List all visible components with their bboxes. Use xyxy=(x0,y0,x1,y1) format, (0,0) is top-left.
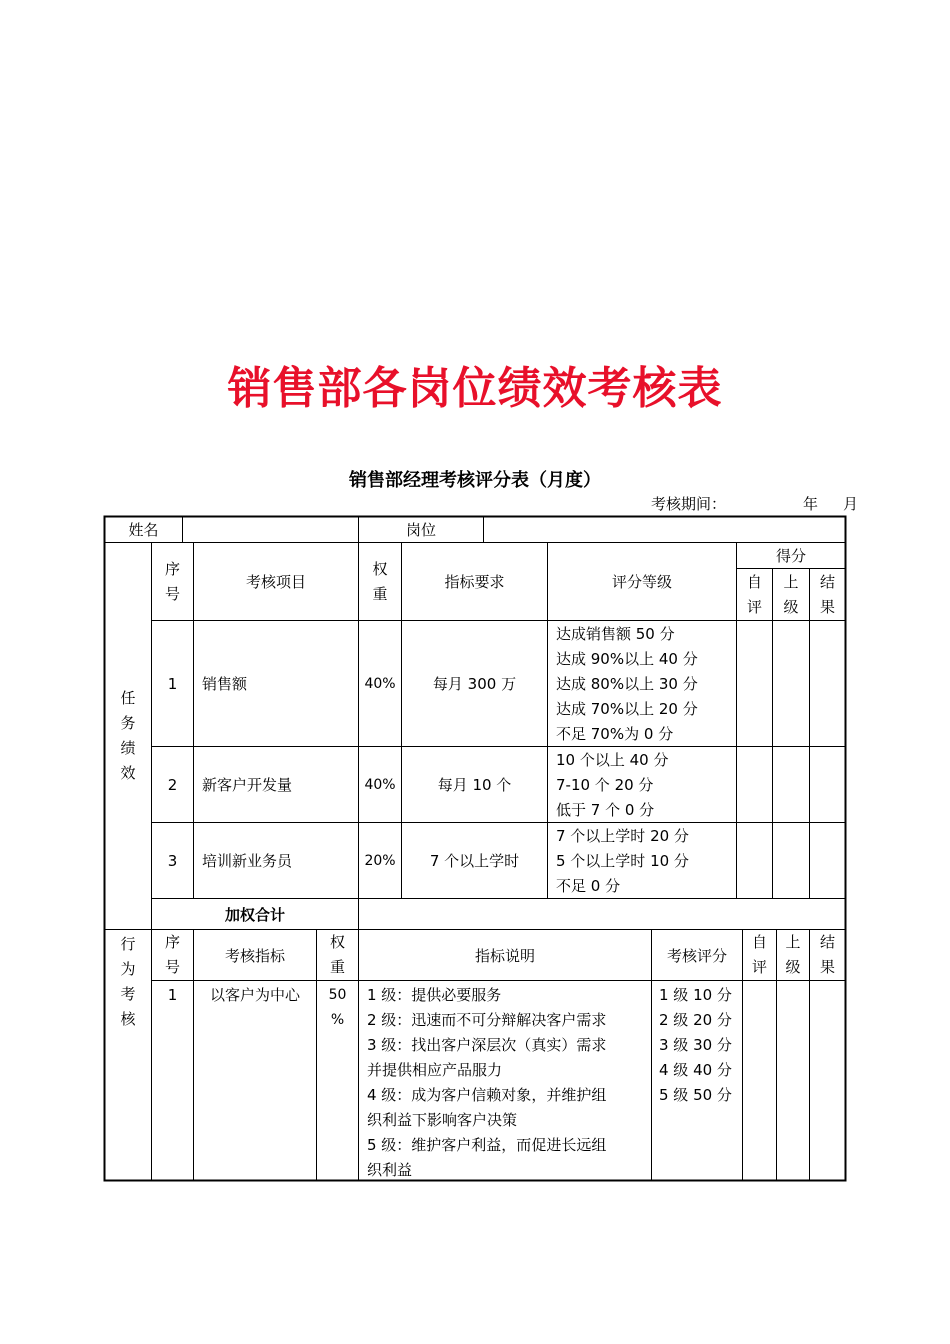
sub-title: 销售部经理考核评分表（月度） xyxy=(349,470,601,491)
task-header-seq: 序 号 xyxy=(164,559,180,603)
task-row-2-grading: 10 个以上 40 分 7-10 个 20 分 低于 7 个 0 分 xyxy=(556,751,669,819)
behavior-row-1-description: 1 级：提供必要服务 2 级：迅速而不可分辩解决客户需求 3 级：找出客户深层次（真实）需求 并提供相应产品服力 4 级：成为客户信赖对象，并维护组 织利益下影响客户决策 5 级：维护客户利益，而促进长远组 织利益 xyxy=(367,986,607,1179)
behavior-header-indicator: 考核指标 xyxy=(224,946,285,965)
task-row-3-requirement: 7 个以上学时 xyxy=(429,852,520,870)
task-row-2-weight: 40% xyxy=(364,776,396,793)
task-header-result: 结 果 xyxy=(819,572,835,616)
task-row-1-item: 销售额 xyxy=(202,675,248,693)
task-row-3-item: 培训新业务员 xyxy=(202,852,293,870)
behavior-header-description: 指标说明 xyxy=(474,946,535,965)
task-row-2-seq: 2 xyxy=(167,775,178,794)
task-header-weight: 权 重 xyxy=(372,559,388,603)
behavior-row-1-indicator: 以客户为中心 xyxy=(209,986,300,1004)
task-section-label: 任 务 绩 效 xyxy=(120,689,136,782)
main-title: 销售部各岗位绩效考核表 xyxy=(227,363,723,414)
task-header-self: 自 评 xyxy=(746,572,762,616)
task-header-item: 考核项目 xyxy=(245,573,306,591)
task-row-1-grading: 达成销售额 50 分 达成 90%以上 40 分 达成 80%以上 30 分 达成 70%以上 20 分 不足 70%为 0 分 xyxy=(556,625,698,743)
behavior-row-1-seq: 1 xyxy=(167,986,178,1004)
behavior-section-label: 行 为 考 核 xyxy=(120,935,136,1028)
task-row-3-seq: 3 xyxy=(167,851,178,870)
task-row-1-weight: 40% xyxy=(364,675,396,692)
task-header-superior: 上 级 xyxy=(783,572,799,616)
task-header-grading: 评分等级 xyxy=(611,573,672,591)
task-header-score: 得分 xyxy=(775,547,806,565)
post-value-field[interactable] xyxy=(484,517,845,542)
behavior-header-seq: 序 号 xyxy=(164,933,180,976)
weighted-total-label: 加权合计 xyxy=(224,905,285,924)
behavior-row-1-rating: 1 级 10 分 2 级 20 分 3 级 30 分 4 级 40 分 5 级 50 分 xyxy=(659,986,732,1104)
task-header-requirement: 指标要求 xyxy=(444,573,505,591)
year-label: 年 xyxy=(803,495,819,513)
behavior-header-rating: 考核评分 xyxy=(666,946,727,965)
period-label: 考核期间： xyxy=(651,495,727,513)
task-row-3-weight: 20% xyxy=(364,852,396,869)
post-label: 岗位 xyxy=(405,521,436,539)
name-label: 姓名 xyxy=(128,521,159,539)
behavior-header-self: 自 评 xyxy=(751,933,767,976)
behavior-header-result: 结 果 xyxy=(819,933,835,976)
task-row-1-seq: 1 xyxy=(167,674,178,693)
month-label: 月 xyxy=(843,495,859,513)
task-row-3-grading: 7 个以上学时 20 分 5 个以上学时 10 分 不足 0 分 xyxy=(556,827,689,895)
behavior-row-1-weight: 50 % xyxy=(328,987,347,1028)
name-value-field[interactable] xyxy=(183,517,358,542)
task-row-2-item: 新客户开发量 xyxy=(202,776,293,794)
behavior-header-weight: 权 重 xyxy=(329,933,345,976)
task-row-2-requirement: 每月 10 个 xyxy=(437,776,512,794)
behavior-header-superior: 上 级 xyxy=(785,933,801,976)
weighted-total-value[interactable] xyxy=(359,899,845,929)
task-row-1-requirement: 每月 300 万 xyxy=(432,675,517,693)
